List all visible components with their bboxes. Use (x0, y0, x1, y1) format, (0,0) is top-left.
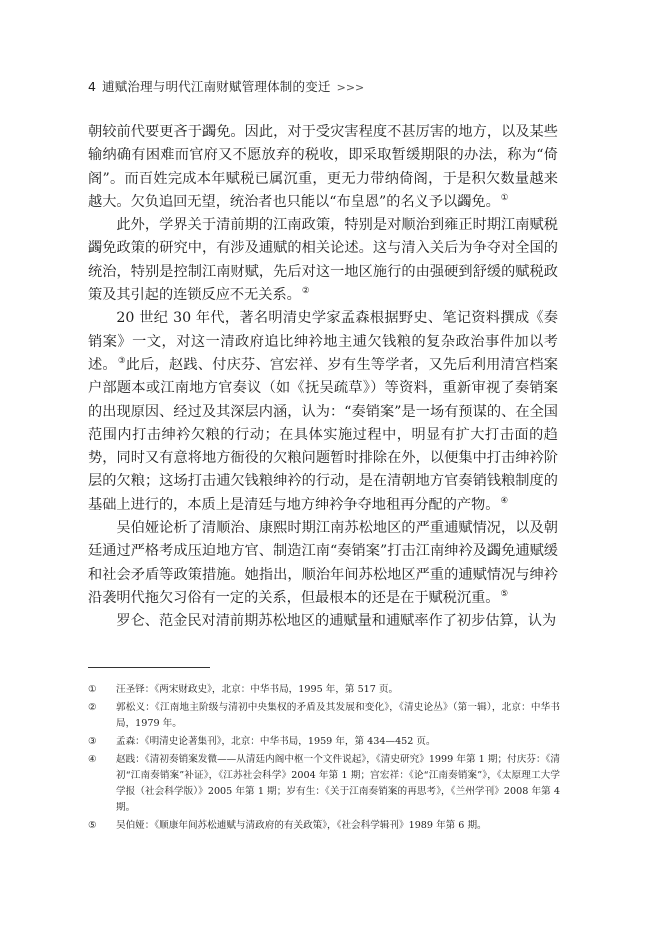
footnote-4 (88, 752, 560, 816)
paragraph-2 (88, 214, 558, 307)
footnotes (88, 682, 560, 836)
footnote-mark: ④ (88, 754, 97, 765)
footnote-mark: ③ (88, 736, 97, 747)
paragraph-text: 此外，学界关于清前期的江南政策，特别是对顺治到雍正时期江南赋税蠲免政策的研究中，有涉及逋赋的相关论述。这与清入关后为争夺对全国的统治，特别是控制江南财赋，先后对这一地区施行的由强硬到舒缓的赋税政策及其引起的连锁反应不无关系。 (88, 217, 558, 304)
paragraph-5 (88, 610, 558, 633)
paragraph-text: 吴伯娅论析了清顺治、康熙时期江南苏松地区的严重逋赋情况，以及朝廷通过严格考成压迫地方官、制造江南“奏销案”打击江南绅衿及蠲免逋赋缓和社会矛盾等政策措施。她指出，顺治年间苏松地区严重的逋赋情况与绅衿沿袭明代拖欠习俗有一定的关系，但最根本的还是在于赋税沉重。 (88, 520, 558, 606)
paragraph-1 (88, 121, 558, 214)
footnote-ref-4[interactable]: ④ (500, 496, 509, 507)
footnote-3 (88, 734, 560, 750)
footnote-mark: ② (88, 702, 97, 713)
footnote-1 (88, 682, 560, 698)
footnote-2 (88, 700, 560, 732)
paragraph-text: 20 世纪 30 年代，著名明清史学家孟森根据野史、笔记资料撰成《奏销案》一文，对这一清政府追比绅衿地主逋欠钱粮的复杂政治事件加以考述。 (88, 310, 558, 373)
footnote-5 (88, 818, 560, 834)
header-arrows: >>> (336, 81, 365, 94)
footnote-text: 郭松义：《江南地主阶级与清初中央集权的矛盾及其发展和变化》，《清史论丛》（第一辑），北京：中华书局，1979 年。 (116, 702, 560, 729)
book-title: 逋赋治理与明代江南财赋管理体制的变迁 (102, 79, 331, 94)
footnote-divider (88, 667, 210, 668)
footnote-mark: ① (88, 684, 97, 695)
footnote-text: 吴伯娅：《顺康年间苏松逋赋与清政府的有关政策》，《社会科学辑刊》1989 年第 6 期。 (116, 820, 487, 831)
paragraph-text: 朝较前代要更吝于蠲免。因此，对于受灾害程度不甚厉害的地方，以及某些输纳确有困难而官府又不愿放弃的税收，即采取暂缓期限的办法，称为“倚阁”。而百姓完成本年赋税已属沉重，更无力带纳倚阁，于是积欠数量越来越大。欠负追回无望，统治者也只能以“布皇恩”的名义予以蠲免。 (88, 124, 558, 210)
page-number: 4 (88, 79, 96, 94)
footnote-ref-2[interactable]: ② (301, 286, 310, 297)
paragraph-4 (88, 517, 558, 610)
main-body (88, 121, 558, 634)
footnote-text: 孟森：《明清史论著集刊》，北京：中华书局，1959 年，第 434—452 页。 (116, 736, 436, 747)
paragraph-text: 罗仑、范金民对清前期苏松地区的逋赋量和逋赋率作了初步估算，认为 (116, 613, 557, 630)
footnote-ref-3[interactable]: ③ (117, 356, 126, 367)
footnote-text: 赵践：《清初奏销案发微——从清廷内阁中枢一个文件说起》，《清史研究》1999 年第 1 期；付庆芬：《清初“江南奏销案”补证》，《江苏社会科学》2004 年第 1 期；宫宏祥：《论“江南奏销案”》，《太原理工大学学报（社会科学版）》2005 年第 1 期；岁有生：《关于江南奏销案的再思考》，《兰州学刊》2008 年第 4 期。 (116, 754, 560, 813)
footnote-ref-1[interactable]: ① (500, 193, 509, 204)
footnote-ref-5[interactable]: ⑤ (500, 589, 509, 600)
footnote-text: 汪圣铎：《两宋财政史》，北京：中华书局，1995 年，第 517 页。 (116, 684, 399, 695)
paragraph-text: 此后，赵践、付庆芬、宫宏祥、岁有生等学者，又先后利用清宫档案户部题本或江南地方官奏议（如《抚吴疏草》）等资料，重新审视了奏销案的出现原因、经过及其深层内涵，认为：“奏销案”是一场有预谋的、在全国范围内打击绅衿欠粮的行动；在具体实施过程中，明显有扩大打击面的趋势，同时又有意将地方衙役的欠粮问题暂时排除在外，以便集中打击绅衿阶层的欠粮；这场打击逋欠钱粮绅衿的行动，是在清朝地方官奏销钱粮制度的基础上进行的，本质上是清廷与地方绅衿争夺地租再分配的产物。 (88, 356, 558, 513)
running-header (88, 79, 588, 96)
footnote-mark: ⑤ (88, 820, 97, 831)
paragraph-3 (88, 307, 558, 517)
